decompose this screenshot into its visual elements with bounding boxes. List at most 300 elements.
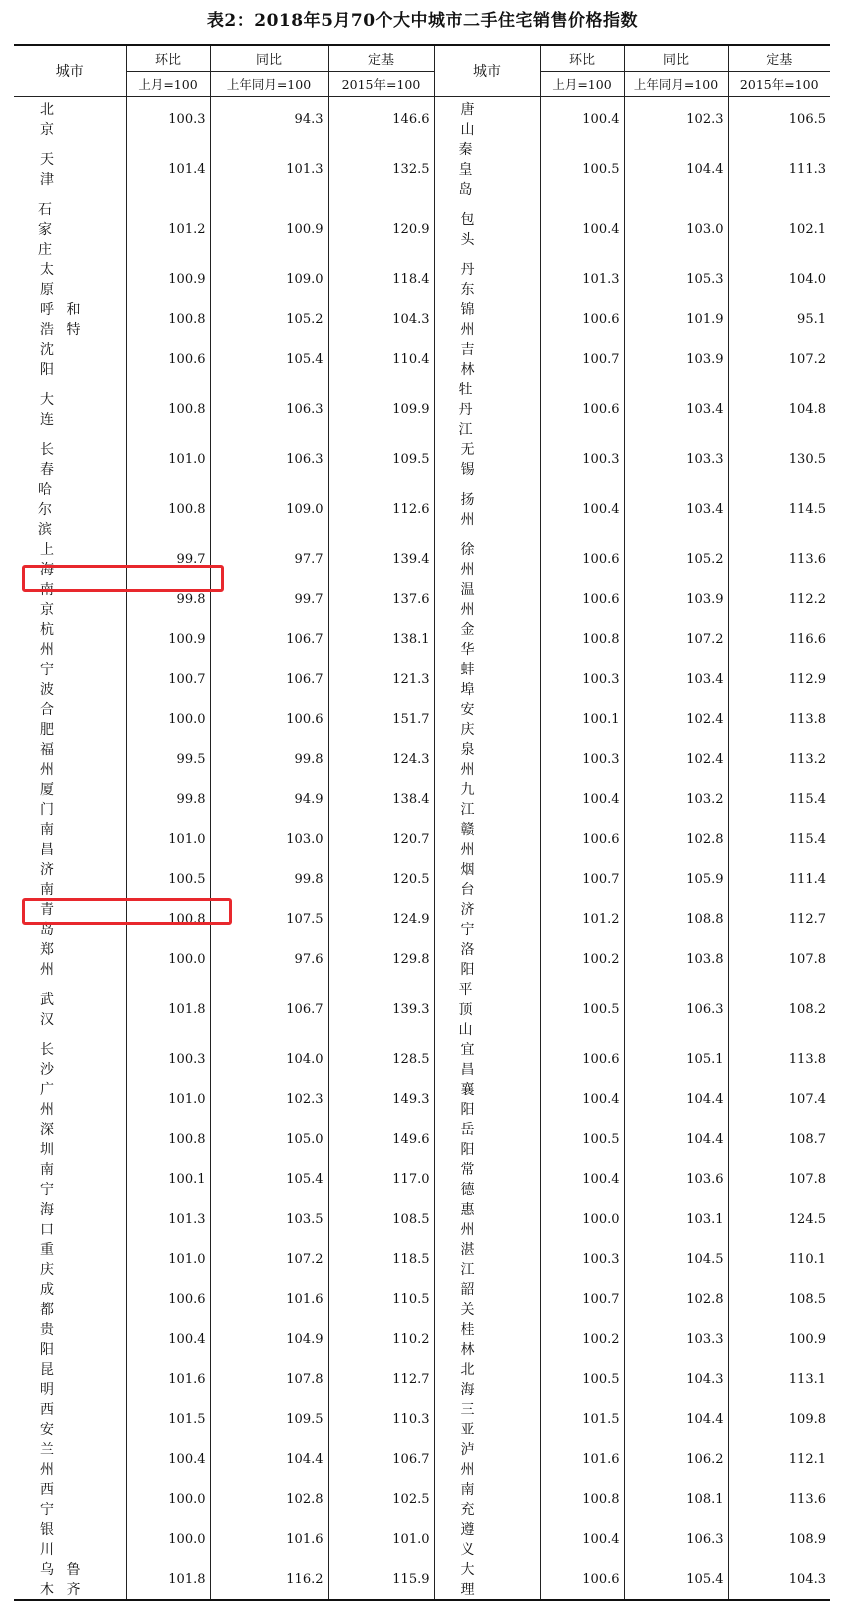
base-cell-right: 108.5 — [728, 1279, 830, 1319]
city-cell-left: 哈尔滨 — [38, 482, 53, 538]
yoy-cell-left: 94.3 — [210, 97, 328, 140]
base-cell-left: 124.3 — [328, 739, 434, 779]
yoy-cell-right: 104.4 — [624, 139, 728, 199]
base-cell-left: 121.3 — [328, 659, 434, 699]
yoy-cell-right: 103.4 — [624, 379, 728, 439]
city-cell-left: 呼和浩特 — [40, 302, 82, 338]
yoy-cell-left: 109.0 — [210, 259, 328, 299]
base-cell-left: 124.9 — [328, 899, 434, 939]
city-cell-left: 杭州 — [40, 622, 55, 658]
yoy-cell-right: 102.4 — [624, 739, 728, 779]
base-cell-left: 109.9 — [328, 379, 434, 439]
table-row — [14, 1439, 830, 1479]
base-cell-left: 101.0 — [328, 1519, 434, 1559]
base-cell-left: 139.3 — [328, 979, 434, 1039]
yoy-cell-left: 104.4 — [210, 1439, 328, 1479]
mom-cell-left: 100.8 — [126, 899, 210, 939]
city-cell-left: 广州 — [40, 1082, 55, 1118]
yoy-cell-left: 102.3 — [210, 1079, 328, 1119]
mom-cell-right: 101.3 — [540, 259, 624, 299]
yoy-cell-left: 101.6 — [210, 1279, 328, 1319]
mom-cell-right: 101.5 — [540, 1399, 624, 1439]
table-row — [14, 259, 830, 299]
base-cell-left: 108.5 — [328, 1199, 434, 1239]
table-row — [14, 1039, 830, 1079]
price-index-table — [14, 44, 830, 1601]
base-cell-left: 118.5 — [328, 1239, 434, 1279]
yoy-cell-right: 106.3 — [624, 1519, 728, 1559]
header-yoy-right: 同比 — [624, 45, 728, 72]
base-cell-left: 149.6 — [328, 1119, 434, 1159]
mom-cell-left: 100.8 — [126, 479, 210, 539]
base-cell-left: 109.5 — [328, 439, 434, 479]
mom-cell-left: 99.5 — [126, 739, 210, 779]
yoy-cell-left: 105.4 — [210, 339, 328, 379]
city-cell-right: 宜昌 — [434, 1039, 540, 1079]
table-row — [14, 97, 830, 140]
base-cell-right: 109.8 — [728, 1399, 830, 1439]
city-cell-right: 牡丹江 — [434, 379, 540, 439]
base-cell-right: 104.3 — [728, 1559, 830, 1600]
mom-cell-right: 100.7 — [540, 339, 624, 379]
table-row — [14, 819, 830, 859]
mom-cell-left: 100.9 — [126, 259, 210, 299]
base-cell-left: 110.3 — [328, 1399, 434, 1439]
base-cell-right: 113.2 — [728, 739, 830, 779]
mom-cell-left: 100.8 — [126, 299, 210, 339]
city-cell-right: 秦皇岛 — [434, 139, 540, 199]
city-cell-left: 济南 — [40, 862, 55, 898]
mom-cell-left: 99.7 — [126, 539, 210, 579]
base-cell-right: 112.1 — [728, 1439, 830, 1479]
base-cell-left: 104.3 — [328, 299, 434, 339]
mom-cell-right: 100.5 — [540, 1359, 624, 1399]
table-row — [14, 1159, 830, 1199]
mom-cell-right: 100.6 — [540, 299, 624, 339]
table-row — [14, 579, 830, 619]
city-cell-left: 南京 — [40, 582, 55, 618]
yoy-cell-right: 102.8 — [624, 1279, 728, 1319]
table-row — [14, 1479, 830, 1519]
city-cell-left: 宁波 — [40, 662, 55, 698]
mom-cell-left: 100.6 — [126, 339, 210, 379]
city-cell-right: 赣州 — [434, 819, 540, 859]
base-cell-left: 110.4 — [328, 339, 434, 379]
base-cell-right: 130.5 — [728, 439, 830, 479]
table-row — [14, 1079, 830, 1119]
mom-cell-left: 100.3 — [126, 97, 210, 140]
city-cell-right: 丹东 — [434, 259, 540, 299]
mom-cell-right: 100.3 — [540, 739, 624, 779]
table-row — [14, 1519, 830, 1559]
yoy-cell-left: 99.8 — [210, 739, 328, 779]
table-row — [14, 739, 830, 779]
mom-cell-right: 100.8 — [540, 1479, 624, 1519]
base-cell-right: 107.8 — [728, 1159, 830, 1199]
base-cell-right: 112.9 — [728, 659, 830, 699]
yoy-cell-left: 97.6 — [210, 939, 328, 979]
base-cell-left: 102.5 — [328, 1479, 434, 1519]
mom-cell-right: 100.3 — [540, 659, 624, 699]
mom-cell-right: 100.4 — [540, 1519, 624, 1559]
yoy-cell-right: 102.8 — [624, 819, 728, 859]
table-row — [14, 899, 830, 939]
base-cell-left: 112.6 — [328, 479, 434, 539]
mom-cell-right: 100.5 — [540, 139, 624, 199]
city-cell-left: 昆明 — [40, 1362, 55, 1398]
yoy-cell-right: 104.4 — [624, 1399, 728, 1439]
mom-cell-right: 100.5 — [540, 1119, 624, 1159]
header-yoy-left: 同比 — [210, 45, 328, 72]
mom-cell-right: 100.4 — [540, 199, 624, 259]
yoy-cell-right: 101.9 — [624, 299, 728, 339]
mom-cell-left: 101.5 — [126, 1399, 210, 1439]
base-cell-left: 118.4 — [328, 259, 434, 299]
city-cell-left: 厦门 — [40, 782, 55, 818]
city-cell-right: 惠州 — [434, 1199, 540, 1239]
yoy-cell-right: 102.4 — [624, 699, 728, 739]
yoy-cell-left: 103.0 — [210, 819, 328, 859]
header-yoy-sub-right: 上年同月=100 — [624, 72, 728, 97]
yoy-cell-left: 99.8 — [210, 859, 328, 899]
mom-cell-right: 100.8 — [540, 619, 624, 659]
city-cell-right: 平顶山 — [434, 979, 540, 1039]
base-cell-right: 112.2 — [728, 579, 830, 619]
header-row-sub — [14, 72, 830, 97]
yoy-cell-left: 106.7 — [210, 979, 328, 1039]
table-row — [14, 139, 830, 199]
header-row-main — [14, 45, 830, 72]
mom-cell-right: 100.5 — [540, 979, 624, 1039]
city-cell-left: 深圳 — [40, 1122, 55, 1158]
table-row — [14, 1199, 830, 1239]
city-cell-right: 洛阳 — [434, 939, 540, 979]
table-row — [14, 1399, 830, 1439]
city-cell-left: 乌鲁木齐 — [14, 1559, 126, 1600]
table-row — [14, 339, 830, 379]
mom-cell-left: 101.0 — [126, 1239, 210, 1279]
city-cell-left: 上海 — [40, 542, 55, 578]
yoy-cell-left: 102.8 — [210, 1479, 328, 1519]
base-cell-left: 146.6 — [328, 97, 434, 140]
yoy-cell-left: 100.9 — [210, 199, 328, 259]
yoy-cell-right: 106.3 — [624, 979, 728, 1039]
city-cell-right: 吉林 — [434, 339, 540, 379]
yoy-cell-right: 104.4 — [624, 1119, 728, 1159]
mom-cell-right: 100.1 — [540, 699, 624, 739]
base-cell-right: 115.4 — [728, 779, 830, 819]
city-cell-left: 重庆 — [40, 1242, 55, 1278]
yoy-cell-right: 105.3 — [624, 259, 728, 299]
base-cell-right: 113.1 — [728, 1359, 830, 1399]
base-cell-right: 108.9 — [728, 1519, 830, 1559]
table-body — [14, 97, 830, 1601]
mom-cell-left: 101.6 — [126, 1359, 210, 1399]
city-cell-left: 合肥 — [40, 702, 55, 738]
mom-cell-right: 100.2 — [540, 939, 624, 979]
mom-cell-right: 100.4 — [540, 97, 624, 140]
yoy-cell-right: 102.3 — [624, 97, 728, 140]
table-row — [14, 439, 830, 479]
city-cell-right: 安庆 — [434, 699, 540, 739]
table-row — [14, 1279, 830, 1319]
yoy-cell-right: 103.2 — [624, 779, 728, 819]
city-cell-left: 银川 — [40, 1522, 55, 1558]
base-cell-right: 104.8 — [728, 379, 830, 439]
mom-cell-left: 100.8 — [126, 379, 210, 439]
mom-cell-right: 100.4 — [540, 1079, 624, 1119]
yoy-cell-left: 106.3 — [210, 439, 328, 479]
base-cell-right: 111.3 — [728, 139, 830, 199]
city-cell-left: 大连 — [40, 392, 55, 428]
mom-cell-left: 100.4 — [126, 1319, 210, 1359]
yoy-cell-right: 106.2 — [624, 1439, 728, 1479]
yoy-cell-right: 105.1 — [624, 1039, 728, 1079]
mom-cell-left: 100.0 — [126, 1479, 210, 1519]
yoy-cell-right: 103.9 — [624, 579, 728, 619]
mom-cell-left: 100.9 — [126, 619, 210, 659]
city-cell-right: 金华 — [434, 619, 540, 659]
table-row — [14, 1239, 830, 1279]
table-row — [14, 859, 830, 899]
mom-cell-right: 100.0 — [540, 1199, 624, 1239]
mom-cell-left: 101.0 — [126, 1079, 210, 1119]
city-cell-left: 贵阳 — [40, 1322, 55, 1358]
city-cell-right: 徐州 — [434, 539, 540, 579]
base-cell-right: 116.6 — [728, 619, 830, 659]
yoy-cell-left: 100.6 — [210, 699, 328, 739]
yoy-cell-right: 103.1 — [624, 1199, 728, 1239]
base-cell-right: 104.0 — [728, 259, 830, 299]
base-cell-right: 112.7 — [728, 899, 830, 939]
city-cell-right: 桂林 — [434, 1319, 540, 1359]
base-cell-right: 113.8 — [728, 1039, 830, 1079]
yoy-cell-right: 108.8 — [624, 899, 728, 939]
city-cell-left: 海口 — [40, 1202, 55, 1238]
yoy-cell-right: 103.8 — [624, 939, 728, 979]
mom-cell-right: 100.6 — [540, 1039, 624, 1079]
base-cell-right: 114.5 — [728, 479, 830, 539]
city-cell-left: 长沙 — [40, 1042, 55, 1078]
base-cell-right: 95.1 — [728, 299, 830, 339]
base-cell-right: 102.1 — [728, 199, 830, 259]
mom-cell-right: 100.4 — [540, 779, 624, 819]
mom-cell-left: 100.1 — [126, 1159, 210, 1199]
yoy-cell-left: 106.7 — [210, 619, 328, 659]
yoy-cell-left: 109.5 — [210, 1399, 328, 1439]
base-cell-left: 120.5 — [328, 859, 434, 899]
yoy-cell-right: 103.4 — [624, 479, 728, 539]
city-cell-left: 天津 — [40, 152, 55, 188]
yoy-cell-left: 101.6 — [210, 1519, 328, 1559]
table-title: 表2：2018年5月70个大中城市二手住宅销售价格指数 — [206, 11, 639, 31]
city-cell-left: 西安 — [40, 1402, 55, 1438]
mom-cell-left: 100.5 — [126, 859, 210, 899]
yoy-cell-left: 105.2 — [210, 299, 328, 339]
base-cell-left: 120.7 — [328, 819, 434, 859]
mom-cell-left: 100.7 — [126, 659, 210, 699]
base-cell-right: 113.8 — [728, 699, 830, 739]
yoy-cell-right: 103.3 — [624, 439, 728, 479]
table-row — [14, 939, 830, 979]
yoy-cell-right: 103.6 — [624, 1159, 728, 1199]
mom-cell-right: 100.3 — [540, 1239, 624, 1279]
mom-cell-right: 100.6 — [540, 379, 624, 439]
city-cell-right: 襄阳 — [434, 1079, 540, 1119]
city-cell-right: 蚌埠 — [434, 659, 540, 699]
table-row — [14, 779, 830, 819]
yoy-cell-left: 97.7 — [210, 539, 328, 579]
city-cell-left: 武汉 — [40, 992, 55, 1028]
city-cell-right: 韶关 — [434, 1279, 540, 1319]
base-cell-right: 108.7 — [728, 1119, 830, 1159]
city-cell-left: 长春 — [40, 442, 55, 478]
city-cell-left: 南昌 — [40, 822, 55, 858]
mom-cell-right: 101.6 — [540, 1439, 624, 1479]
city-cell-right: 无锡 — [434, 439, 540, 479]
mom-cell-left: 99.8 — [126, 779, 210, 819]
base-cell-left: 149.3 — [328, 1079, 434, 1119]
header-mom-sub-left: 上月=100 — [126, 72, 210, 97]
city-cell-right: 扬州 — [434, 479, 540, 539]
mom-cell-right: 100.6 — [540, 1559, 624, 1600]
base-cell-left: 138.4 — [328, 779, 434, 819]
city-cell-right: 三亚 — [434, 1399, 540, 1439]
yoy-cell-right: 105.9 — [624, 859, 728, 899]
yoy-cell-left: 103.5 — [210, 1199, 328, 1239]
header-base-sub-left: 2015年=100 — [328, 72, 434, 97]
mom-cell-right: 100.6 — [540, 539, 624, 579]
yoy-cell-right: 103.4 — [624, 659, 728, 699]
city-cell-left: 青岛 — [40, 902, 55, 938]
yoy-cell-right: 105.2 — [624, 539, 728, 579]
base-cell-left: 117.0 — [328, 1159, 434, 1199]
table-row — [14, 1119, 830, 1159]
mom-cell-left: 101.0 — [126, 439, 210, 479]
header-base-sub-right: 2015年=100 — [728, 72, 830, 97]
city-cell-right: 北海 — [434, 1359, 540, 1399]
base-cell-right: 108.2 — [728, 979, 830, 1039]
base-cell-right: 107.2 — [728, 339, 830, 379]
mom-cell-left: 100.0 — [126, 699, 210, 739]
table-row — [14, 379, 830, 439]
city-cell-right: 岳阳 — [434, 1119, 540, 1159]
city-cell-right: 泉州 — [434, 739, 540, 779]
mom-cell-right: 100.4 — [540, 479, 624, 539]
base-cell-right: 106.5 — [728, 97, 830, 140]
mom-cell-left: 101.8 — [126, 1559, 210, 1600]
yoy-cell-right: 104.4 — [624, 1079, 728, 1119]
mom-cell-right: 100.6 — [540, 579, 624, 619]
base-cell-left: 115.9 — [328, 1559, 434, 1600]
table-row — [14, 1359, 830, 1399]
table-row — [14, 659, 830, 699]
city-cell-right: 湛江 — [434, 1239, 540, 1279]
base-cell-right: 110.1 — [728, 1239, 830, 1279]
yoy-cell-right: 103.3 — [624, 1319, 728, 1359]
city-cell-right: 唐山 — [434, 97, 540, 140]
header-yoy-sub-left: 上年同月=100 — [210, 72, 328, 97]
base-cell-right: 124.5 — [728, 1199, 830, 1239]
yoy-cell-left: 109.0 — [210, 479, 328, 539]
mom-cell-left: 100.6 — [126, 1279, 210, 1319]
header-mom-sub-right: 上月=100 — [540, 72, 624, 97]
city-cell-left: 西宁 — [40, 1482, 55, 1518]
yoy-cell-left: 104.0 — [210, 1039, 328, 1079]
yoy-cell-left: 106.7 — [210, 659, 328, 699]
mom-cell-left: 100.4 — [126, 1439, 210, 1479]
mom-cell-right: 100.7 — [540, 1279, 624, 1319]
city-cell-right: 济宁 — [434, 899, 540, 939]
yoy-cell-right: 104.3 — [624, 1359, 728, 1399]
city-cell-left: 郑州 — [40, 942, 55, 978]
base-cell-left: 138.1 — [328, 619, 434, 659]
yoy-cell-left: 107.5 — [210, 899, 328, 939]
header-mom-left: 环比 — [126, 45, 210, 72]
base-cell-right: 107.8 — [728, 939, 830, 979]
table-row — [14, 699, 830, 739]
city-cell-left: 太原 — [40, 262, 55, 298]
mom-cell-left: 101.4 — [126, 139, 210, 199]
yoy-cell-left: 107.2 — [210, 1239, 328, 1279]
city-cell-left: 北京 — [40, 102, 55, 138]
yoy-cell-left: 101.3 — [210, 139, 328, 199]
table-row — [14, 539, 830, 579]
city-cell-left: 成都 — [40, 1282, 55, 1318]
city-cell-left: 石家庄 — [38, 202, 53, 258]
table-row — [14, 1319, 830, 1359]
city-cell-left: 兰州 — [40, 1442, 55, 1478]
city-cell-left: 南宁 — [40, 1162, 55, 1198]
city-cell-right: 泸州 — [434, 1439, 540, 1479]
yoy-cell-left: 116.2 — [210, 1559, 328, 1600]
table-row — [14, 1559, 830, 1600]
city-cell-right: 温州 — [434, 579, 540, 619]
yoy-cell-left: 104.9 — [210, 1319, 328, 1359]
mom-cell-left: 99.8 — [126, 579, 210, 619]
city-cell-right: 包头 — [434, 199, 540, 259]
base-cell-right: 107.4 — [728, 1079, 830, 1119]
base-cell-right: 100.9 — [728, 1319, 830, 1359]
base-cell-left: 137.6 — [328, 579, 434, 619]
base-cell-left: 132.5 — [328, 139, 434, 199]
mom-cell-left: 100.0 — [126, 1519, 210, 1559]
base-cell-left: 128.5 — [328, 1039, 434, 1079]
base-cell-left: 112.7 — [328, 1359, 434, 1399]
header-mom-right: 环比 — [540, 45, 624, 72]
mom-cell-left: 101.2 — [126, 199, 210, 259]
mom-cell-left: 100.3 — [126, 1039, 210, 1079]
mom-cell-left: 101.0 — [126, 819, 210, 859]
city-cell-left: 沈阳 — [40, 342, 55, 378]
city-cell-right: 南充 — [434, 1479, 540, 1519]
table-row — [14, 619, 830, 659]
mom-cell-left: 101.8 — [126, 979, 210, 1039]
base-cell-left: 129.8 — [328, 939, 434, 979]
yoy-cell-right: 107.2 — [624, 619, 728, 659]
city-cell-right: 烟台 — [434, 859, 540, 899]
base-cell-left: 110.5 — [328, 1279, 434, 1319]
yoy-cell-right: 103.9 — [624, 339, 728, 379]
mom-cell-left: 101.3 — [126, 1199, 210, 1239]
mom-cell-right: 100.4 — [540, 1159, 624, 1199]
mom-cell-right: 100.7 — [540, 859, 624, 899]
city-cell-right: 锦州 — [434, 299, 540, 339]
base-cell-left: 151.7 — [328, 699, 434, 739]
mom-cell-left: 100.8 — [126, 1119, 210, 1159]
mom-cell-right: 100.2 — [540, 1319, 624, 1359]
yoy-cell-left: 106.3 — [210, 379, 328, 439]
